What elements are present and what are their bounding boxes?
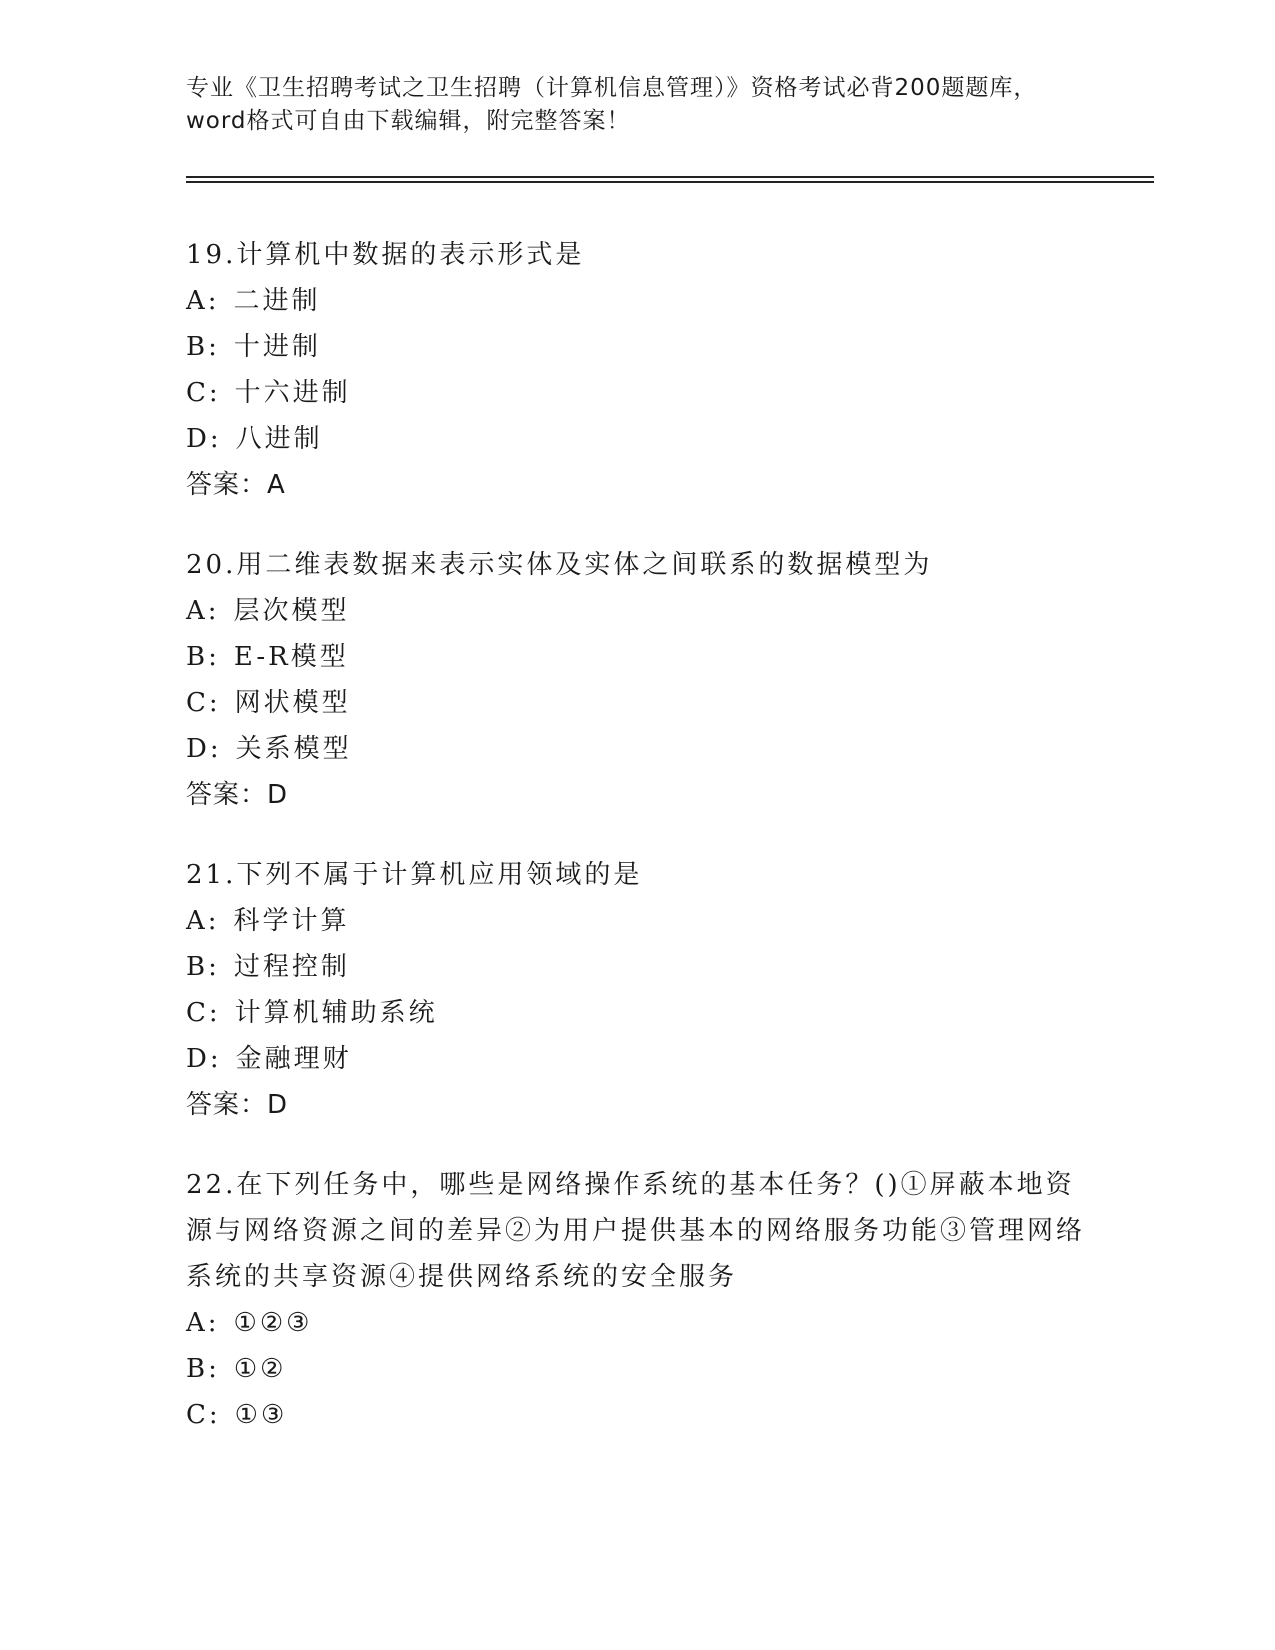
option-a	[186, 1300, 1086, 1346]
header-divider-top	[186, 176, 1154, 178]
option-key: C:	[186, 998, 221, 1028]
question-text: 21.下列不属于计算机应用领域的是	[186, 860, 643, 890]
option-text: E-R模型	[233, 642, 349, 672]
option-b	[186, 944, 1086, 990]
option-key: A:	[186, 286, 220, 316]
option-key: C:	[186, 688, 221, 718]
question-text: 19.计算机中数据的表示形式是	[186, 240, 585, 270]
question-text: 20.用二维表数据来表示实体及实体之间联系的数据模型为	[186, 550, 933, 580]
answer-line: 答案：A	[186, 470, 286, 500]
option-text: 关系模型	[235, 734, 352, 764]
question-item	[186, 232, 1086, 508]
document-header	[186, 72, 1086, 138]
question-item	[186, 852, 1086, 1128]
answer-line: 答案：D	[186, 780, 289, 810]
option-text: ①②	[233, 1354, 287, 1384]
option-key: C:	[186, 378, 221, 408]
option-key: D:	[186, 734, 222, 764]
option-text: ①③	[234, 1400, 288, 1430]
option-key: A:	[186, 1308, 220, 1338]
option-key: B:	[186, 642, 220, 672]
option-key: B:	[186, 1354, 220, 1384]
option-key: A:	[186, 596, 220, 626]
option-text: 计算机辅助系统	[234, 998, 438, 1028]
option-b	[186, 634, 1086, 680]
option-text: 网状模型	[234, 688, 351, 718]
option-text: 科学计算	[233, 906, 350, 936]
option-key: A:	[186, 906, 220, 936]
option-text: 八进制	[235, 424, 323, 454]
question-list	[186, 232, 1086, 1472]
header-line-2: word格式可自由下载编辑，附完整答案！	[186, 108, 631, 134]
option-key: B:	[186, 952, 220, 982]
question-text: 22.在下列任务中，哪些是网络操作系统的基本任务？()①屏蔽本地资源与网络资源之间的差异②为用户提供基本的网络服务功能③管理网络系统的共享资源④提供网络系统的安全服务	[186, 1170, 1086, 1292]
header-divider-bottom	[186, 181, 1154, 183]
option-text: 十六进制	[234, 378, 351, 408]
option-key: B:	[186, 332, 220, 362]
option-a	[186, 588, 1086, 634]
option-text: 层次模型	[233, 596, 350, 626]
option-c	[186, 370, 1086, 416]
option-d	[186, 1036, 1086, 1082]
option-d	[186, 726, 1086, 772]
option-text: ①②③	[233, 1308, 313, 1338]
option-c	[186, 680, 1086, 726]
option-b	[186, 324, 1086, 370]
option-key: C:	[186, 1400, 221, 1430]
option-a	[186, 898, 1086, 944]
option-c	[186, 1392, 1086, 1438]
question-item	[186, 1162, 1086, 1438]
option-key: D:	[186, 1044, 222, 1074]
option-text: 二进制	[233, 286, 321, 316]
question-item	[186, 542, 1086, 818]
option-c	[186, 990, 1086, 1036]
option-d	[186, 416, 1086, 462]
header-line-1: 专业《卫生招聘考试之卫生招聘（计算机信息管理）》资格考试必背200题题库，	[186, 75, 1038, 101]
option-key: D:	[186, 424, 222, 454]
option-b	[186, 1346, 1086, 1392]
option-text: 金融理财	[235, 1044, 352, 1074]
answer-line: 答案：D	[186, 1090, 289, 1120]
option-text: 十进制	[233, 332, 321, 362]
option-a	[186, 278, 1086, 324]
option-text: 过程控制	[233, 952, 350, 982]
